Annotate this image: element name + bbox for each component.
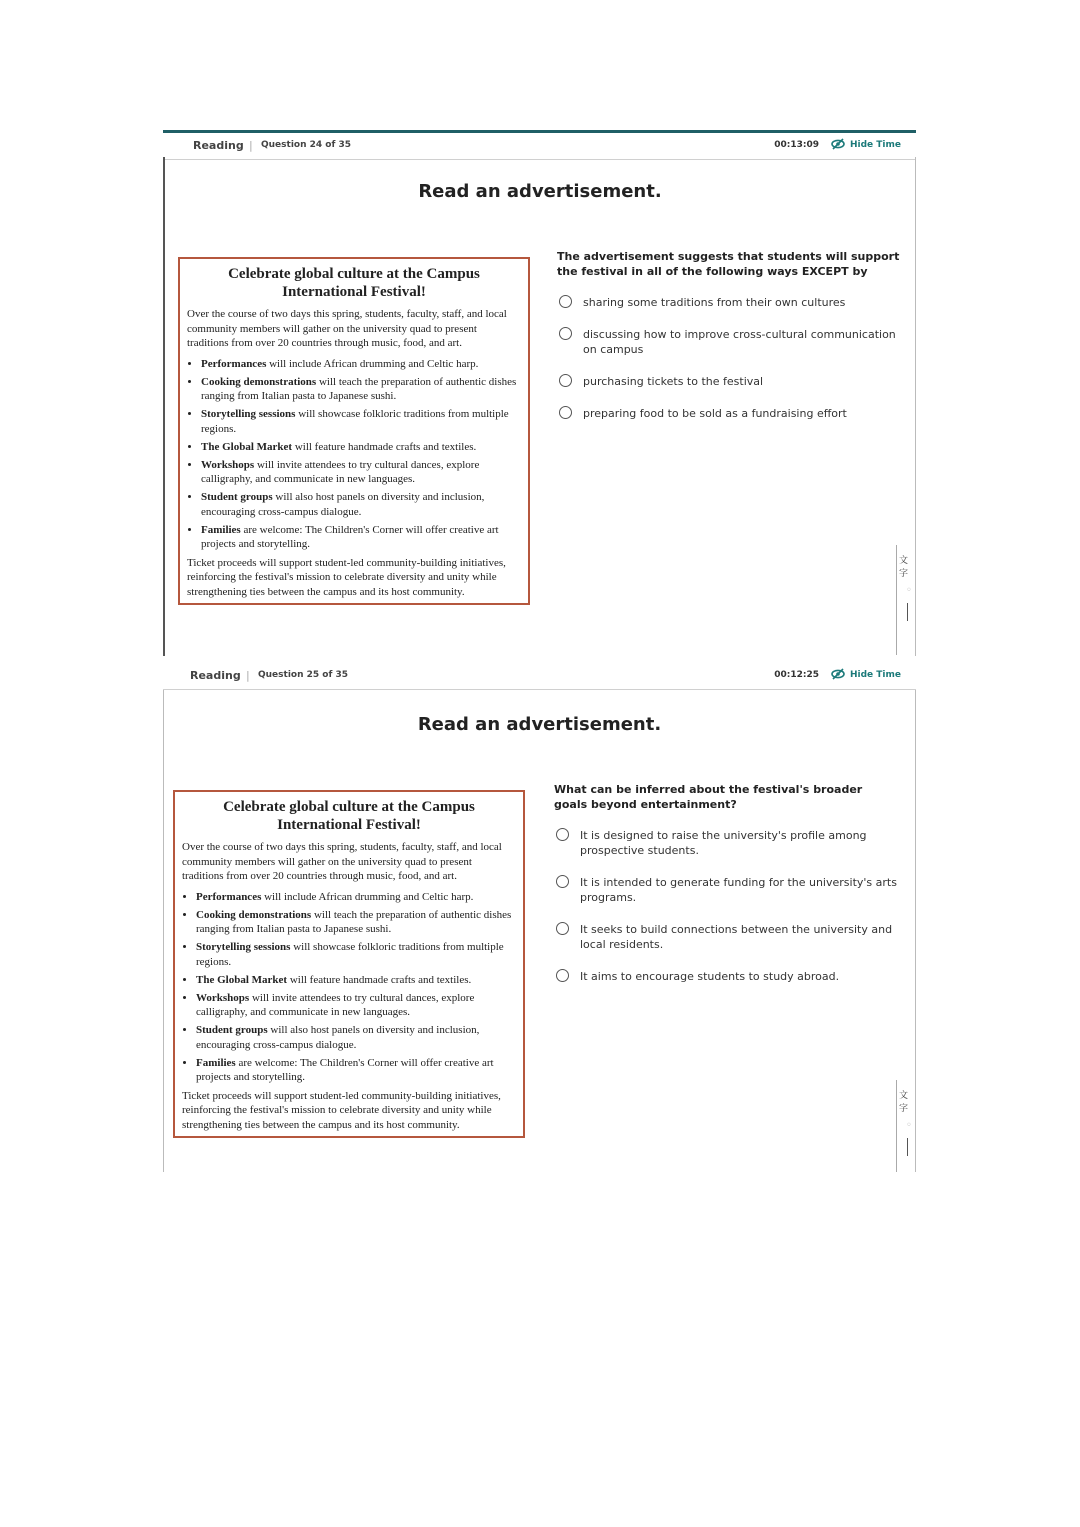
separator: | [249, 139, 253, 152]
answer-option-2[interactable]: discussing how to improve cross-cultural communication on campus [557, 327, 902, 357]
section-label: Reading [190, 669, 241, 682]
page-title: Read an advertisement. [418, 181, 662, 202]
list-item: • Performances will include African drumming and Celtic harp. [196, 890, 516, 905]
hide-time-button[interactable]: Hide Time [849, 670, 901, 680]
advertisement-bullet-list [187, 357, 521, 552]
list-item: • Workshops will invite attendees to try cultural dances, explore calligraphy, and communicate in new languages. [196, 991, 516, 1020]
scroll-indicator-icon: ◦ [906, 1120, 912, 1131]
scrollbar-handle[interactable] [907, 603, 908, 621]
side-toolbar[interactable] [896, 1080, 915, 1172]
timer: 00:13:09 [774, 140, 819, 150]
question-counter: Question 25 of 35 [258, 670, 349, 680]
list-item: • Families are welcome: The Children's Corner will offer creative art projects and storytelling. [196, 1056, 516, 1085]
advertisement-title: Celebrate global culture at the Campus International Festival! [223, 799, 475, 833]
timer: 00:12:25 [774, 670, 819, 680]
advertisement-intro: Over the course of two days this spring, students, faculty, staff, and local community members will gather on the university quad to present traditions from over 20 countries through music, food, and art. [187, 308, 507, 349]
list-item: • Cooking demonstrations will teach the preparation of authentic dishes ranging from Italian pasta to Japanese sushi. [201, 375, 521, 404]
top-bar [163, 130, 916, 160]
advertisement-closing: Ticket proceeds will support student-led community-building initiatives, reinforcing the festival's mission to celebrate diversity and unity while strengthening ties between the campus and its host community. [187, 556, 506, 598]
answer-option-1[interactable]: sharing some traditions from their own cultures [557, 295, 902, 310]
advertisement-bullet-list [182, 890, 516, 1085]
section-label: Reading [193, 139, 244, 152]
radio-button-icon[interactable] [556, 922, 569, 935]
radio-button-icon[interactable] [559, 327, 572, 340]
advertisement-box [178, 257, 530, 605]
answer-option-2[interactable]: It is intended to generate funding for the university's arts programs. [554, 875, 899, 905]
answer-options [554, 828, 899, 1001]
list-item: • The Global Market will feature handmade crafts and textiles. [201, 440, 521, 455]
eye-slash-icon[interactable] [830, 667, 846, 681]
list-item: • Storytelling sessions will showcase folkloric traditions from multiple regions. [201, 407, 521, 436]
eye-slash-icon[interactable] [830, 137, 846, 151]
list-item: • Student groups will also host panels on diversity and inclusion, encouraging cross-campus dialogue. [201, 490, 521, 519]
list-item: • Workshops will invite attendees to try cultural dances, explore calligraphy, and communicate in new languages. [201, 458, 521, 487]
radio-button-icon[interactable] [556, 969, 569, 982]
question-counter: Question 24 of 35 [261, 140, 352, 150]
scrollbar-handle[interactable] [907, 1138, 908, 1156]
list-item: • Families are welcome: The Children's Corner will offer creative art projects and storytelling. [201, 523, 521, 552]
advertisement-closing: Ticket proceeds will support student-led community-building initiatives, reinforcing the festival's mission to celebrate diversity and unity while strengthening ties between the campus and its host community. [182, 1089, 501, 1131]
answer-option-4[interactable]: preparing food to be sold as a fundraising effort [557, 406, 902, 421]
answer-option-3[interactable]: purchasing tickets to the festival [557, 374, 902, 389]
radio-button-icon[interactable] [559, 295, 572, 308]
list-item: • Student groups will also host panels on diversity and inclusion, encouraging cross-campus dialogue. [196, 1023, 516, 1052]
radio-button-icon[interactable] [559, 374, 572, 387]
advertisement-intro: Over the course of two days this spring, students, faculty, staff, and local community members will gather on the university quad to present traditions from over 20 countries through music, food, and art. [182, 841, 502, 882]
radio-button-icon[interactable] [556, 828, 569, 841]
question-text: The advertisement suggests that students will support the festival in all of the following ways EXCEPT by [557, 250, 900, 278]
list-item: • The Global Market will feature handmade crafts and textiles. [196, 973, 516, 988]
page-title: Read an advertisement. [417, 714, 662, 735]
question-body [163, 157, 916, 656]
radio-button-icon[interactable] [559, 406, 572, 419]
scroll-indicator-icon: ◦ [906, 585, 912, 596]
answer-options [557, 295, 902, 438]
answer-option-3[interactable]: It seeks to build connections between the university and local residents. [554, 922, 899, 952]
text-tool-icon[interactable]: 文字 [899, 556, 909, 579]
question-body [163, 690, 916, 1172]
side-toolbar[interactable] [896, 545, 915, 655]
advertisement-box [173, 790, 525, 1138]
top-bar [163, 663, 916, 690]
answer-option-4[interactable]: It aims to encourage students to study abroad. [554, 969, 899, 984]
text-tool-icon[interactable]: 文字 [899, 1091, 909, 1114]
list-item: • Cooking demonstrations will teach the preparation of authentic dishes ranging from Italian pasta to Japanese sushi. [196, 908, 516, 937]
list-item: • Performances will include African drumming and Celtic harp. [201, 357, 521, 372]
separator: | [246, 669, 250, 682]
answer-option-1[interactable]: It is designed to raise the university's profile among prospective students. [554, 828, 899, 858]
advertisement-title: Celebrate global culture at the Campus International Festival! [228, 266, 480, 300]
screenshot-question-24 [163, 130, 916, 656]
screenshot-question-25 [163, 663, 916, 1172]
question-text: What can be inferred about the festival's broader goals beyond entertainment? [554, 783, 863, 811]
hide-time-button[interactable]: Hide Time [849, 140, 901, 150]
list-item: • Storytelling sessions will showcase folkloric traditions from multiple regions. [196, 940, 516, 969]
radio-button-icon[interactable] [556, 875, 569, 888]
